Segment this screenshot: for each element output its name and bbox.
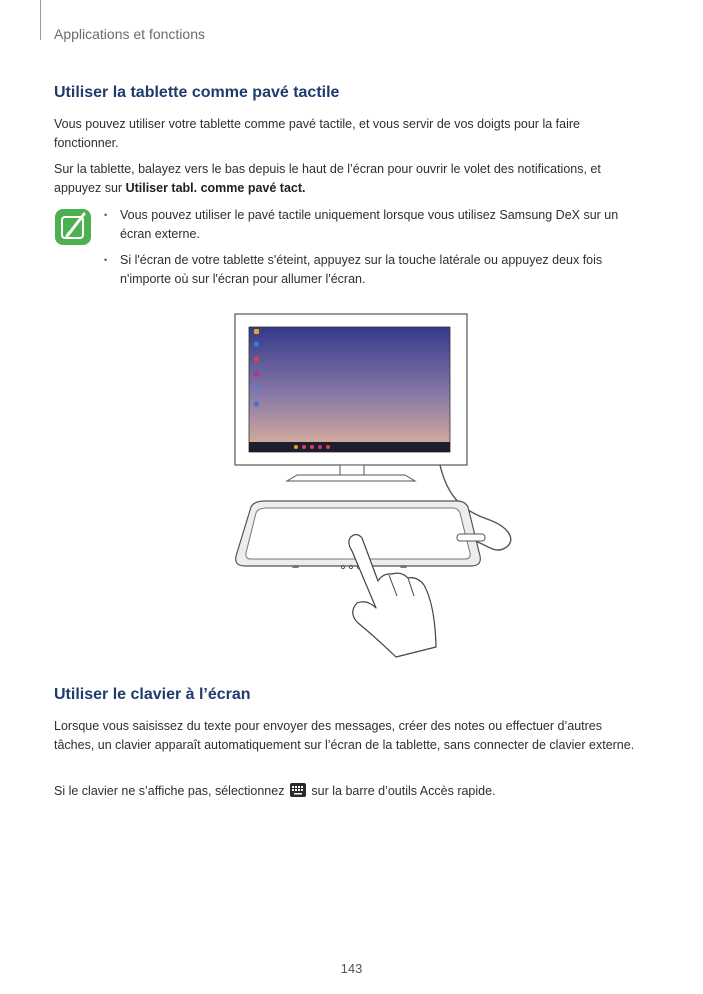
instruction-text-end: sur la barre d’outils Accès rapide. xyxy=(311,784,496,798)
keyboard-icon xyxy=(290,783,306,797)
paragraph-touchpad-instructions xyxy=(54,160,644,198)
note-item: • Vous pouvez utiliser le pavé tactile uniquement lorsque vous utilisez Samsung DeX sur un écran externe. xyxy=(102,206,642,244)
section-title-keyboard: Utiliser le clavier à l’écran xyxy=(54,686,251,703)
instruction-text-start: Si le clavier ne s’affiche pas, sélectionnez xyxy=(54,784,285,798)
instruction-text: Sur la tablette, balayez vers le bas depuis le haut de l’écran pour ouvrir le volet des notifications, et appuyez sur xyxy=(54,162,601,195)
paragraph-keyboard-instructions xyxy=(54,782,644,801)
note-icon xyxy=(54,208,92,246)
section-title-touchpad: Utiliser la tablette comme pavé tactile xyxy=(54,84,340,101)
notes-list xyxy=(102,206,642,296)
note-item: • Si l'écran de votre tablette s'éteint, appuyez sur la touche latérale ou appuyez deux fois n'importe où sur l'écran pour allumer l'écran. xyxy=(102,251,642,289)
option-name: Utiliser tabl. comme pavé tact. xyxy=(125,181,306,195)
touchpad-illustration xyxy=(225,305,525,665)
paragraph-keyboard-intro: Lorsque vous saisissez du texte pour envoyer des messages, créer des notes ou effectuer d’autres tâches, un clavier apparaît automatiquement sur l’écran de la tablette, sans connecter de clavier externe. xyxy=(54,719,635,752)
page-margin-rule xyxy=(40,0,41,40)
section-header: Applications et fonctions xyxy=(54,26,205,42)
paragraph-touchpad-intro: Vous pouvez utiliser votre tablette comme pavé tactile, et vous servir de vos doigts pour la faire fonctionner. xyxy=(54,117,580,150)
page-number: 143 xyxy=(340,961,363,976)
